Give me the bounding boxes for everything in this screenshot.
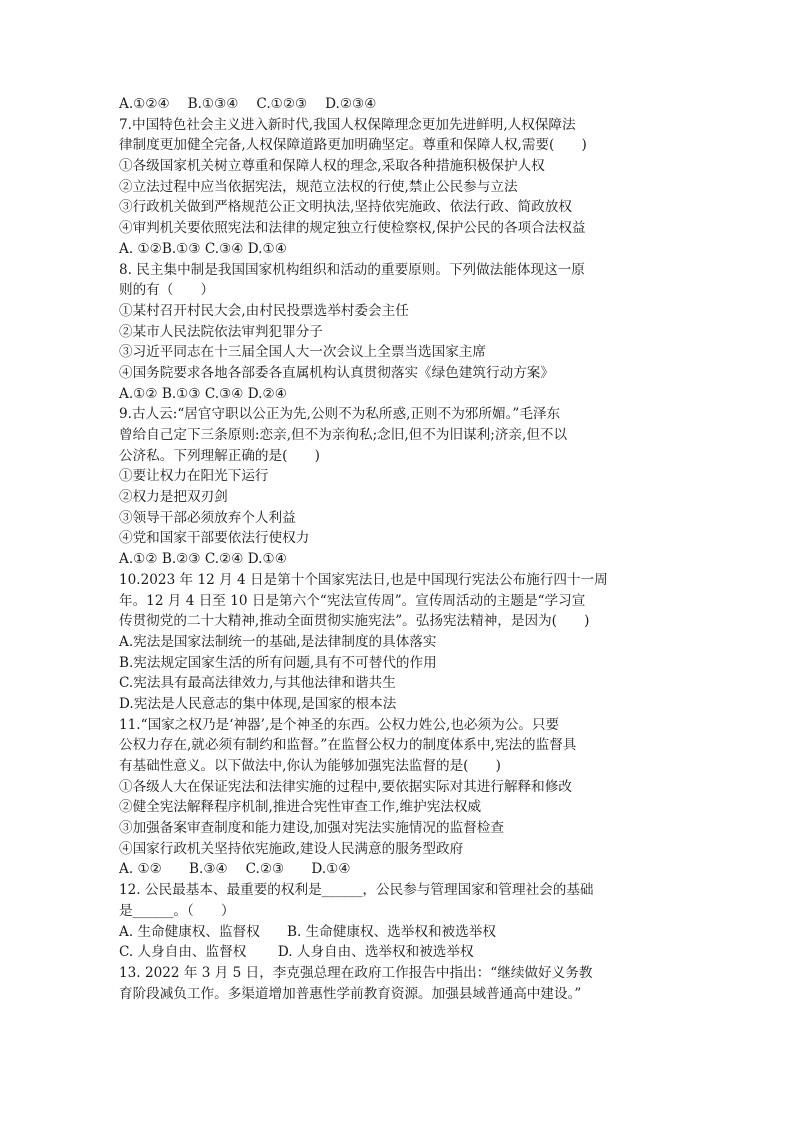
- text-line: ③习近平同志在十三届全国人大一次会议上全票当选国家主席: [119, 344, 487, 361]
- text-line: ④党和国家干部要依法行使权力: [119, 530, 310, 547]
- text-line: 10.2023 年 12 月 4 日是第十个国家宪法日,也是中国现行宪法公布施行四十一周: [119, 571, 608, 588]
- text-line: 9.古人云:“居官守职以公正为先,公则不为私所惑,正则不为邪所媚。”毛泽东: [119, 406, 561, 423]
- text-line: ④国家行政机关坚持依宪施政,建设人民满意的服务型政府: [119, 840, 464, 857]
- text-line: A.①② B.②③ C.②④ D.①④: [119, 551, 287, 568]
- text-line: A.宪法是国家法制统一的基础,是法律制度的具体落实: [119, 633, 437, 650]
- text-line: D.宪法是人民意志的集中体现,是国家的根本法: [119, 695, 397, 712]
- text-line: 8. 民主集中制是我国国家机构组织和活动的重要原则。下列做法能体现这一原: [119, 261, 585, 278]
- text-line: A. ①② B.③④ C.②③ D.①④: [119, 861, 351, 878]
- text-line: ③行政机关做到严格规范公正文明执法,坚持依宪施政、依法行政、简政放权: [119, 199, 572, 216]
- text-line: A.①②④ B.①③④ C.①②③ D.②③④: [119, 96, 377, 112]
- text-line: ①各级人大在保证宪法和法律实施的过程中,要依据实际对其进行解释和修改: [119, 778, 572, 795]
- text-line: 曾给自己定下三条原则:恋亲,但不为亲徇私;念旧,但不为旧谋利;济亲,但不以: [119, 427, 568, 443]
- text-line: ③加强备案审查制度和能力建设,加强对宪法实施情况的监督检查: [119, 820, 504, 837]
- question-text: [119, 94, 679, 1004]
- text-line: 公济私。下列理解正确的是( ): [119, 447, 320, 464]
- text-line: 则的有（ ）: [119, 282, 215, 299]
- text-line: 11.“国家之权乃是‘神器’,是个神圣的东西。公权力姓公,也必须为公。只要: [119, 716, 560, 733]
- text-line: 13. 2022 年 3 月 5 日，李克强总理在政府工作报告中指出：“继续做好义务教: [119, 964, 593, 981]
- text-line: 律制度更加健全完备,人权保障道路更加明确坚定。尊重和保障人权,需要( ): [119, 137, 587, 154]
- text-line: B.宪法规定国家生活的所有问题,具有不可替代的作用: [119, 654, 437, 671]
- text-line: ②某市人民法院依法审判犯罪分子: [119, 323, 323, 340]
- text-line: A. 生命健康权、监督权 B. 生命健康权、选举权和被选举权: [119, 923, 496, 940]
- text-line: A. ①②B.①③ C.③④ D.①④: [119, 240, 287, 257]
- text-line: 年。12 月 4 日至 10 日是第六个“宪法宣传周”。宣传周活动的主题是“学习宣: [119, 592, 586, 609]
- text-line: 公权力存在,就必须有制约和监督。”在监督公权力的制度体系中,宪法的监督具: [119, 737, 577, 754]
- text-line: C. 人身自由、监督权 D. 人身自由、选举权和被选举权: [119, 944, 474, 961]
- text-line: C.宪法具有最高法律效力,与其他法律和谐共生: [119, 675, 396, 692]
- text-line: ③领导干部必须放弃个人利益: [119, 509, 296, 526]
- text-line: 12. 公民最基本、最重要的权利是______，公民参与管理国家和管理社会的基础: [119, 882, 594, 899]
- text-line: 育阶段减负工作。多渠道增加普惠性学前教育资源。加强县域普通高中建设。”: [119, 985, 582, 1002]
- text-line: ④国务院要求各地各部委各直属机构认真贯彻落实《绿色建筑行动方案》: [119, 364, 554, 381]
- text-line: ①要让权力在阳光下运行: [119, 468, 269, 485]
- text-line: 是______。（ ）: [119, 902, 235, 919]
- text-line: 有基础性意义。以下做法中,你认为能够加强宪法监督的是( ): [119, 758, 501, 774]
- text-line: ①各级国家机关树立尊重和保障人权的理念,采取各种措施积极保护人权: [119, 158, 545, 175]
- text-line: ①某村召开村民大会,由村民投票选举村委会主任: [119, 302, 409, 319]
- text-line: ②健全宪法解释程序机制,推进合宪性审查工作,维护宪法权威: [119, 799, 482, 816]
- text-line: A.①② B.①③ C.③④ D.②④: [119, 385, 287, 402]
- text-line: 传贯彻党的二十大精神,推动全面贯彻实施宪法”。弘扬宪法精神，是因为( ): [119, 613, 590, 630]
- text-line: ②权力是把双刃剑: [119, 489, 228, 506]
- text-line: ④审判机关要依照宪法和法律的规定独立行使检察权,保护公民的各项合法权益: [119, 220, 586, 237]
- text-line: 7.中国特色社会主义进入新时代,我国人权保障理念更加先进鲜明,人权保障法: [119, 116, 576, 133]
- text-line: ②立法过程中应当依据宪法，规范立法权的行使,禁止公民参与立法: [119, 178, 518, 195]
